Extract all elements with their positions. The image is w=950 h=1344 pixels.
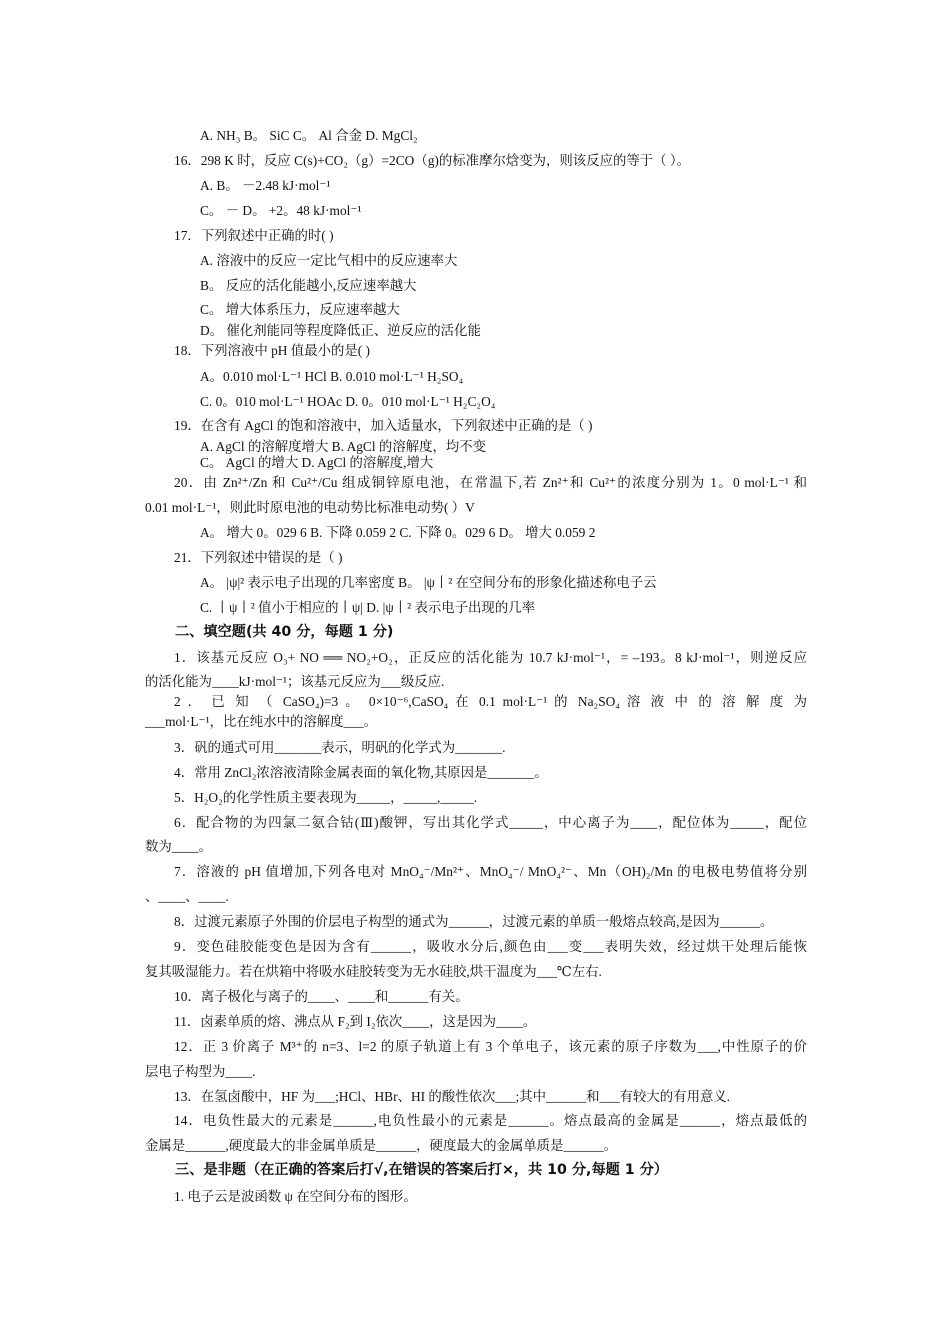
q21-options-ab: A。 |ψ|² 表示电子出现的几率密度 B。 |ψ丨² 在空间分布的形象化描述称电子云	[200, 575, 657, 590]
fill-1-line-1-text: 1．该基元反应 O₃+ NO ══ NO₂+O₂，正反应的活化能为 10.7 kJ·mol⁻¹，= –193。8 kJ·mol⁻¹，则逆反应	[174, 650, 807, 665]
question-20-line-1	[174, 475, 807, 491]
fill-1-line-2: 的活化能为____kJ·mol⁻¹；该基元反应为___级反应.	[145, 674, 445, 689]
question-16: 16．298 K 时，反应 C(s)+CO₂（g）=2CO（g)的标准摩尔焓变为，则该反应的等于（ ）。	[174, 153, 690, 168]
fill-2-line-1-text: 2 ． 已 知 （ CaSO₄)=3 。 0×10⁻⁶,CaSO₄ 在 0.1 mol·L⁻¹ 的 Na₂SO₄ 溶 液 中 的 溶 解 度 为	[174, 694, 807, 709]
q17-option-a: A. 溶液中的反应一定比气相中的反应速率大	[200, 253, 458, 268]
fill-8: 8．过渡元素原子外围的价层电子构型的通式为______，过渡元素的单质一般熔点较高,是因为______。	[174, 914, 774, 929]
fill-9-line-1-text: 9．变色硅胶能变色是因为含有______，吸收水分后,颜色由___变___表明失效，经过烘干处理后能恢	[174, 939, 807, 954]
q18-options-cd: C. 0。010 mol·L⁻¹ HOAc D. 0。010 mol·L⁻¹ H₂C₂O₄	[200, 394, 496, 409]
question-18: 18．下列溶液中 pH 值最小的是( )	[174, 343, 371, 358]
fill-12-line-2: 层电子构型为____.	[145, 1064, 256, 1079]
fill-7-line-1-text: 7．溶液的 pH 值增加,下列各电对 MnO₄⁻/Mn²⁺、MnO₄⁻/ MnO₄²⁻、Mn（OH)₂/Mn 的电极电势值将分别	[174, 864, 807, 879]
fill-12-line-1	[174, 1039, 807, 1055]
section-3-heading: 三、是非题（在正确的答案后打√,在错误的答案后打×，共 10 分,每题 1 分）	[175, 1162, 668, 1178]
fill-10: 10．离子极化与离子的____、____和______有关。	[174, 989, 469, 1004]
true-false-1: 1. 电子云是波函数 ψ 在空间分布的图形。	[174, 1189, 417, 1204]
fill-14-line-1-text: 14．电负性最大的元素是______,电负性最小的元素是______。熔点最高的金属是______，熔点最低的	[174, 1113, 807, 1128]
fill-9-line-2: 复其吸湿能力。若在烘箱中将吸水硅胶转变为无水硅胶,烘干温度为___℃左右.	[145, 964, 602, 979]
q19-options-ab: A. AgCl 的溶解度增大 B. AgCl 的溶解度，均不变	[200, 439, 487, 454]
question-17: 17．下列叙述中正确的时( )	[174, 228, 334, 243]
question-21: 21．下列叙述中错误的是（ )	[174, 550, 343, 565]
q18-options-ab: A。0.010 mol·L⁻¹ HCl B. 0.010 mol·L⁻¹ H₂SO₄	[200, 369, 464, 384]
fill-5: 5．H₂O₂的化学性质主要表现为_____，_____,_____.	[174, 790, 478, 805]
q17-option-d: D。 催化剂能同等程度降低正、逆反应的活化能	[200, 323, 481, 338]
fill-6-line-1-text: 6．配合物的为四氯二氨合钴(Ⅲ)酸钾，写出其化学式_____，中心离子为____，配位体为_____，配位	[174, 815, 807, 830]
fill-14-line-2: 金属是______,硬度最大的非金属单质是______，硬度最大的金属单质是______。	[145, 1138, 618, 1153]
fill-7-line-1	[174, 864, 807, 880]
fill-12-line-1-text: 12．正 3 价离子 M³⁺的 n=3、l=2 的原子轨道上有 3 个单电子，该元素的原子序数为___,中性原子的价	[174, 1039, 807, 1054]
fill-11: 11．卤素单质的熔、沸点从 F₂到 I₂依次____，这是因为____。	[174, 1014, 537, 1029]
q16-options-ab: A. B。 －2.48 kJ·mol⁻¹	[200, 178, 331, 193]
q21-options-cd: C. 丨ψ丨² 值小于相应的丨ψ| D. |ψ丨² 表示电子出现的几率	[200, 600, 535, 615]
q17-option-b: B。 反应的活化能越小,反应速率越大	[200, 278, 417, 293]
fill-4: 4．常用 ZnCl₂浓溶液清除金属表面的氧化物,其原因是_______。	[174, 765, 548, 780]
fill-9-line-1	[174, 939, 807, 955]
q17-option-c: C。 增大体系压力，反应速率越大	[200, 302, 400, 317]
fill-14-line-1	[174, 1113, 807, 1129]
question-19: 19．在含有 AgCl 的饱和溶液中，加入适量水，下列叙述中正确的是（ )	[174, 418, 593, 433]
fill-2-line-1	[174, 694, 807, 710]
fill-7-line-2: 、____、____.	[145, 889, 229, 904]
fill-1-line-1	[174, 650, 807, 666]
fill-13: 13．在氢卤酸中，HF 为___;HCl、HBr、HI 的酸性依次___;其中______和___有较大的有用意义.	[174, 1089, 731, 1104]
section-2-heading: 二、填空题(共 40 分，每题 1 分)	[175, 624, 394, 640]
fill-2-line-2: ___mol·L⁻¹，比在纯水中的溶解度___。	[145, 714, 378, 729]
q19-options-cd: C。 AgCl 的增大 D. AgCl 的溶解度,增大	[200, 455, 434, 470]
q15-options: A. NH₃ B。 SiC C。 Al 合金 D. MgCl₂	[200, 128, 418, 143]
question-20-line-2: 0.01 mol·L⁻¹，则此时原电池的电动势比标准电动势( ）V	[145, 500, 475, 515]
fill-6-line-2: 数为____。	[145, 839, 212, 854]
q20-line-1-text: 20．由 Zn²⁺/Zn 和 Cu²⁺/Cu 组成铜锌原电池，在常温下,若 Zn²⁺和 Cu²⁺的浓度分别为 1。0 mol·L⁻¹ 和	[174, 475, 807, 490]
q20-options: A。 增大 0。029 6 B. 下降 0.059 2 C. 下降 0。029 6 D。 增大 0.059 2	[200, 525, 596, 540]
fill-3: 3．矾的通式可用_______表示，明矾的化学式为_______.	[174, 740, 506, 755]
q16-options-cd: C。 － D。 +2。48 kJ·mol⁻¹	[200, 203, 362, 218]
fill-6-line-1	[174, 815, 807, 831]
